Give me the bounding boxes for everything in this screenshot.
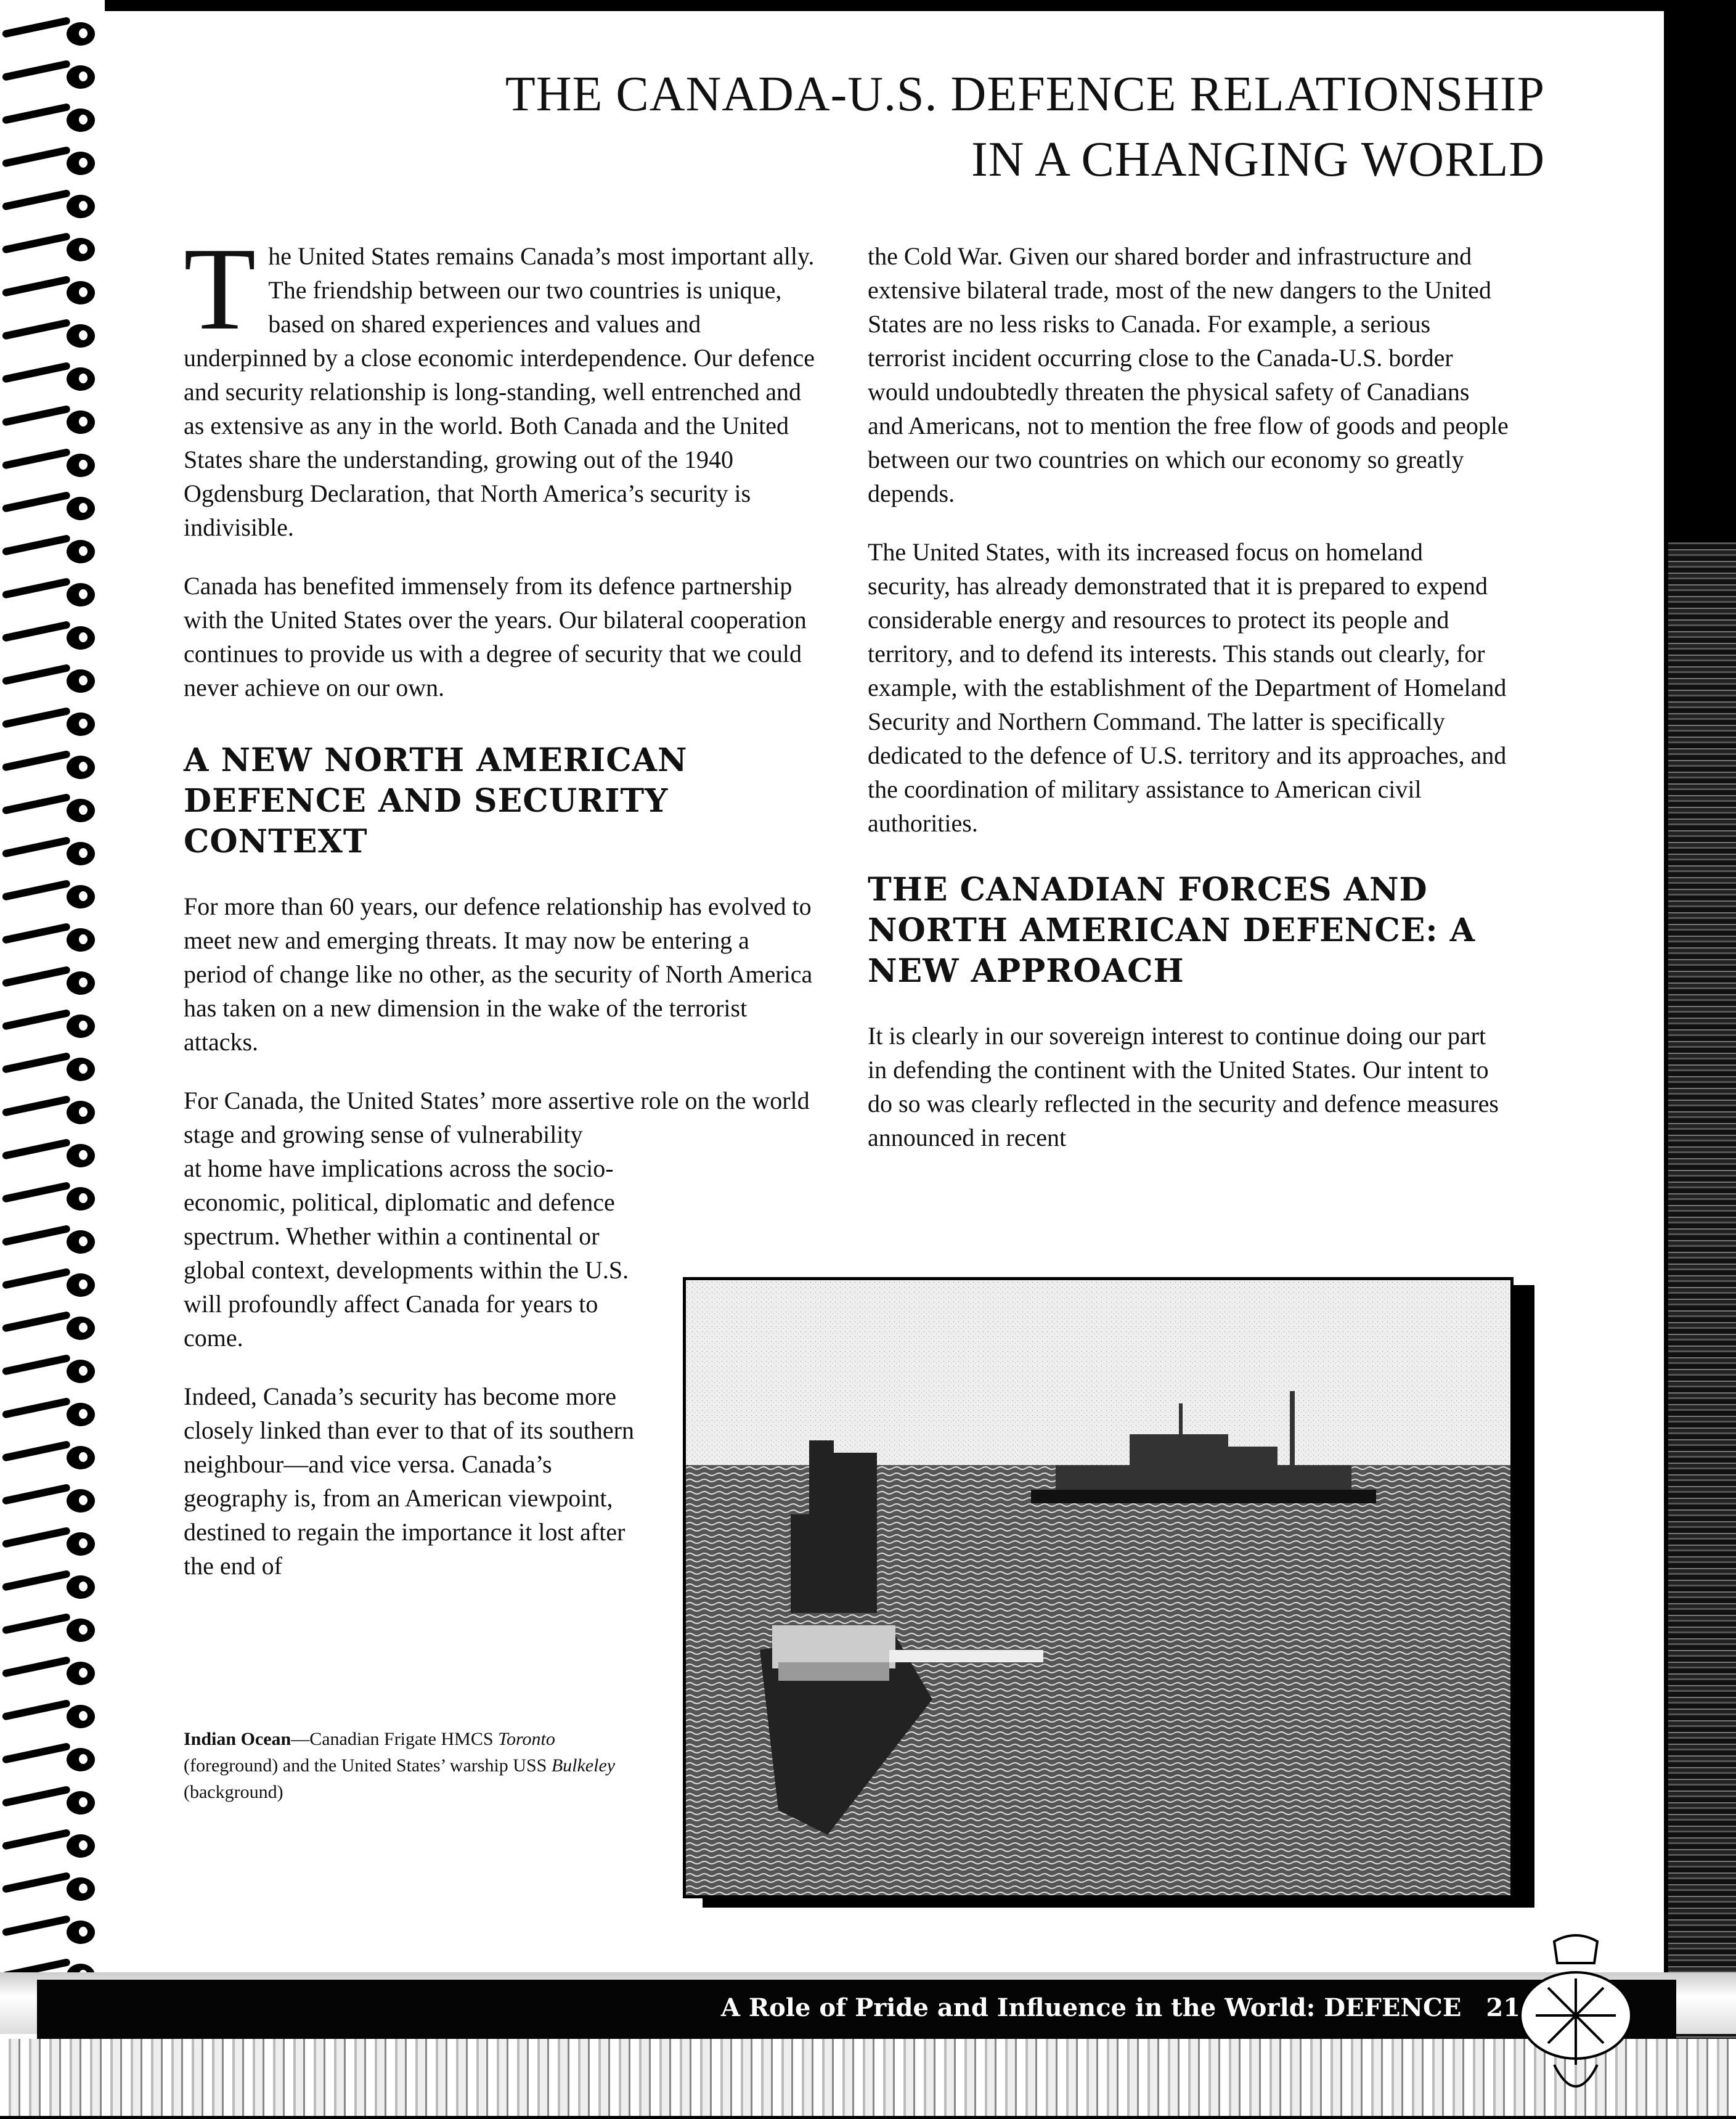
assertive-role-text-b: at home have implications across the socio-economic, political, diplomatic and defence spectrum. Whether within a continental or global context, developments within the U.S. will profoundly affect Canada for years to come. bbox=[184, 1154, 629, 1352]
drop-cap: T bbox=[184, 223, 256, 354]
title-line-1: THE CANADA-U.S. DEFENCE RELATIONSHIP bbox=[505, 67, 1545, 121]
paragraph-homeland-security: The United States, with its increased focus on homeland security, has already demonstrated that it is prepared to expend considerable energy and resources to protect its people and territory, and to defend its interests. This stands out clearly, for example, with the establishment of the Department of Homeland Security and Northern Command. The latter is specifically dedicated to the defence of U.S. territory and its approaches, and the coordination of military assistance to American civil authorities. bbox=[868, 538, 1507, 837]
binding-coil bbox=[2, 450, 95, 480]
binding-coil bbox=[2, 536, 95, 566]
binding-coil bbox=[2, 493, 95, 523]
binding-coil bbox=[2, 1227, 95, 1256]
binding-coil bbox=[2, 1183, 95, 1213]
paragraph-geography: Indeed, Canada’s security has become more closely linked than ever to that of its southern neighbour—and vice versa. Canada’s geography is, from an American viewpoint, destined to regain the importance it lost after the end of bbox=[184, 1382, 634, 1580]
right-column bbox=[868, 239, 1509, 1179]
binding-coil bbox=[2, 623, 95, 652]
binding-coil bbox=[2, 1054, 95, 1084]
scan-edge-right bbox=[1668, 0, 1736, 2116]
binding-coil bbox=[2, 1356, 95, 1386]
binding-coil bbox=[2, 277, 95, 307]
caption-text-3: (background) bbox=[184, 1782, 283, 1802]
binding-coil bbox=[2, 1615, 95, 1644]
binding-coil bbox=[2, 838, 95, 868]
binding-coil bbox=[2, 968, 95, 997]
binding-coil bbox=[2, 321, 95, 350]
binding-coil bbox=[2, 1313, 95, 1342]
binding-coil bbox=[2, 1658, 95, 1688]
binding-coil bbox=[2, 1572, 95, 1601]
binding-coil bbox=[2, 407, 95, 436]
caption-location: Indian Ocean bbox=[184, 1729, 291, 1749]
spiral-binding bbox=[0, 0, 105, 2116]
binding-coil bbox=[2, 1442, 95, 1472]
binding-coil bbox=[2, 18, 95, 48]
binding-coil bbox=[2, 795, 95, 825]
binding-coil bbox=[2, 364, 95, 393]
binding-coil bbox=[2, 1787, 95, 1817]
binding-coil bbox=[2, 1529, 95, 1558]
assertive-role-text-a: For Canada, the United States’ more assertive role on the world stage and growing sense of vulnerability bbox=[184, 1087, 810, 1148]
footer-scan-noise bbox=[0, 2039, 1736, 2116]
caption-ship-1: Toronto bbox=[498, 1729, 555, 1749]
section-heading-new-approach: THE CANADIAN FORCES AND NORTH AMERICAN DEFENCE: A NEW APPROACH bbox=[868, 871, 1475, 990]
dnd-emblem-icon bbox=[1511, 1929, 1640, 2108]
ships-photo bbox=[683, 1277, 1514, 1898]
binding-coil bbox=[2, 1399, 95, 1429]
footer-running-title bbox=[721, 1990, 1520, 2027]
section-heading-context: A NEW NORTH AMERICAN DEFENCE AND SECURITY CONTEXT bbox=[184, 741, 688, 860]
intro-text: he United States remains Canada’s most important ally. The friendship between our two countries is unique, based on shared experiences and values and underpinned by a close economic interdependence. Our defence and security relationship is long-standing, well entrenched and as extensive as any in the world. Both Canada and the United States share the understanding, growing out of the 1940 Ogdensburg Declaration, that North America’s security is indivisible. bbox=[184, 242, 815, 541]
paragraph-sovereign-interest: It is clearly in our sovereign interest to continue doing our part in defending the continent with the United States. Our intent to do so was clearly reflected in the security and defence measures announced in recent bbox=[868, 1022, 1499, 1151]
binding-coil bbox=[2, 191, 95, 221]
binding-coil bbox=[2, 709, 95, 738]
binding-coil bbox=[2, 105, 95, 134]
binding-coil bbox=[2, 1874, 95, 1903]
ships-illustration bbox=[686, 1280, 1510, 1895]
binding-coil bbox=[2, 62, 95, 91]
caption-ship-2: Bulkeley bbox=[551, 1755, 616, 1776]
binding-coil bbox=[2, 234, 95, 264]
binding-coil bbox=[2, 1140, 95, 1170]
binding-coil bbox=[2, 1011, 95, 1040]
binding-coil bbox=[2, 666, 95, 695]
title-line-2: IN A CHANGING WORLD bbox=[971, 133, 1545, 187]
binding-coil bbox=[2, 1701, 95, 1731]
binding-coil bbox=[2, 1270, 95, 1299]
paragraph-cold-war: the Cold War. Given our shared border and infrastructure and extensive bilateral trade, most of the new dangers to the United States are no less risks to Canada. For example, a serious terrorist incident occurring close to the Canada-U.S. border would undoubtedly threaten the physical safety of Canadians and Americans, not to mention the free flow of goods and people between our two countries on which our economy so greatly depends. bbox=[868, 242, 1509, 507]
binding-coil bbox=[2, 1097, 95, 1127]
footer-title: A Role of Pride and Influence in the World: DEFENCE bbox=[720, 1993, 1462, 2022]
page-number: 21 bbox=[1486, 1993, 1520, 2022]
binding-coil bbox=[2, 1917, 95, 1946]
binding-coil bbox=[2, 1744, 95, 1774]
binding-coil bbox=[2, 1831, 95, 1860]
binding-coil bbox=[2, 925, 95, 954]
intro-paragraph bbox=[184, 223, 818, 544]
binding-coil bbox=[2, 1485, 95, 1515]
page-title bbox=[374, 62, 1545, 192]
paragraph-sixty-years: For more than 60 years, our defence relationship has evolved to meet new and emerging threats. It may now be entering a period of change like no other, as the security of North America has taken on a new dimension in the wake of the terrorist attacks. bbox=[184, 892, 813, 1056]
paragraph-partnership: Canada has benefited immensely from its defence partnership with the United States over the years. Our bilateral cooperation continues to provide us with a degree of security that we could never achieve on our own. bbox=[184, 572, 807, 701]
caption-text-1: —Canadian Frigate HMCS bbox=[291, 1729, 499, 1749]
binding-coil bbox=[2, 752, 95, 782]
photo-caption bbox=[184, 1726, 652, 1805]
binding-coil bbox=[2, 579, 95, 609]
binding-coil bbox=[2, 881, 95, 911]
binding-coil bbox=[2, 148, 95, 178]
caption-text-2: (foreground) and the United States’ warship USS bbox=[184, 1755, 552, 1776]
